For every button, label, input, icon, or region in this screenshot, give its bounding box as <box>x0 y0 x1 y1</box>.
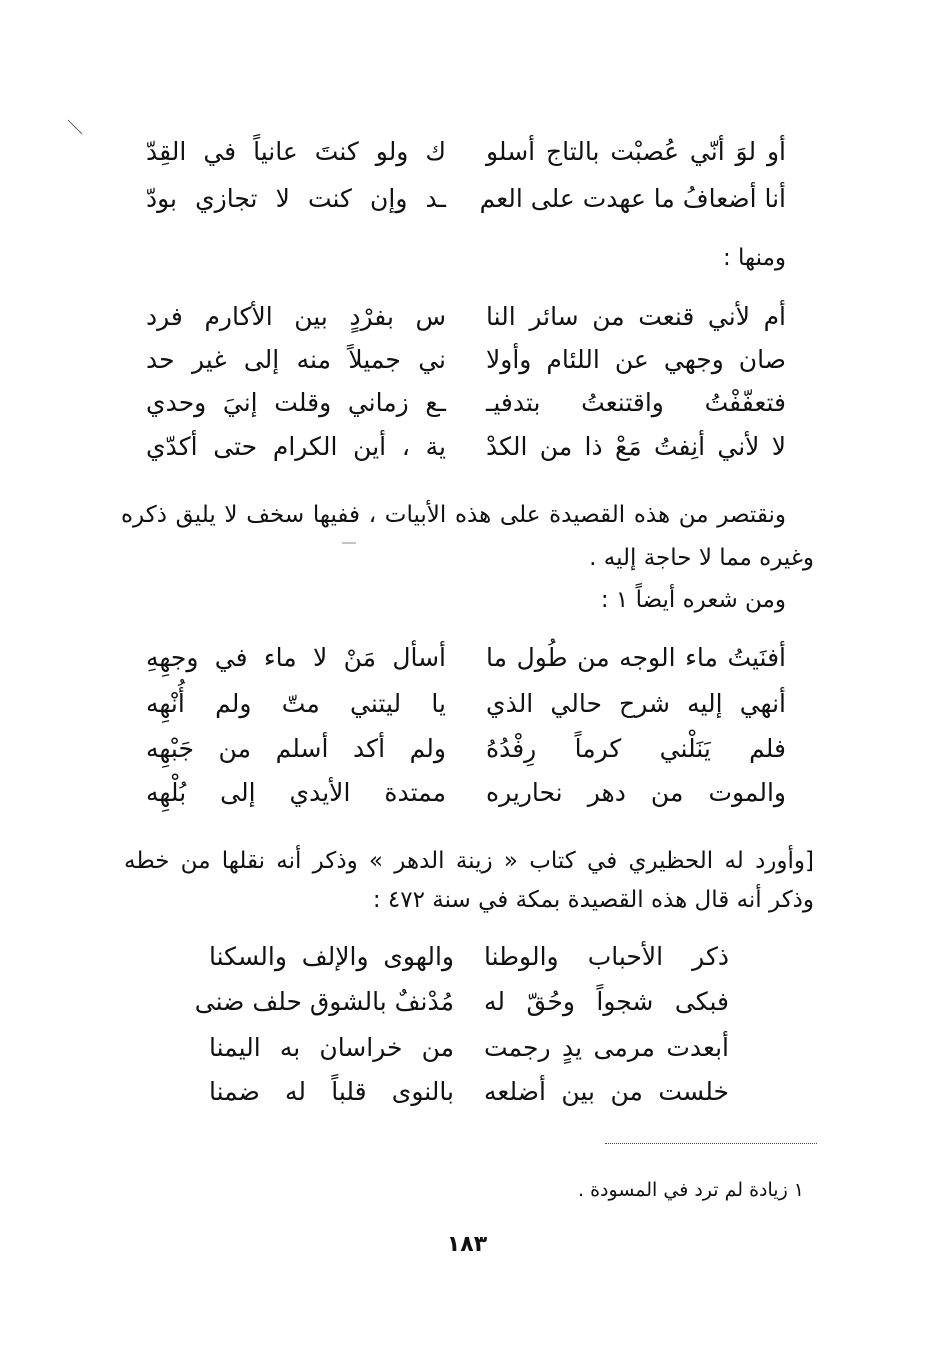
verse-first-hemistich: ذكر الأحباب والوطنا <box>484 942 729 971</box>
verse-first-hemistich: والموت من دهر نحاريره <box>486 778 786 807</box>
footnote: ١ زيادة لم ترد في المسودة . <box>578 1179 804 1201</box>
verse-second-hemistich: ـد وإن كنت لا تجازي بودّ <box>146 184 446 213</box>
verse-second-hemistich: ممتدة الأيدي إلى بُلْهِه <box>146 778 446 807</box>
verse-first-hemistich: خلست من بين أضلعه <box>484 1077 729 1106</box>
verse-first-hemistich: أبعدت مرمى يدٍ رجمت <box>484 1033 729 1062</box>
verse-line <box>146 179 786 219</box>
section-heading: ومن شعره أيضاً ١ : <box>600 587 786 613</box>
verse-second-hemistich: مُدْنفٌ بالشوق حلف ضنى <box>194 987 454 1016</box>
verse-line <box>146 132 786 172</box>
prose-line: وذكر أنه قال هذه القصيدة بمكة في سنة ٤٧٢ : <box>372 887 814 913</box>
verse-second-hemistich: ـع زماني وقلت إنيَ وحدي <box>146 388 446 417</box>
verse-first-hemistich: لا لأني أنِفتُ مَعْ ذا من الكدْ <box>486 432 786 461</box>
verse-second-hemistich: ية ، أين الكرام حتى أكدّي <box>146 432 446 461</box>
verse-line <box>146 427 786 467</box>
verse-line <box>146 297 786 337</box>
verse-line <box>209 1028 729 1068</box>
verse-line <box>209 937 729 977</box>
verse-second-hemistich: بالنوى قلباً له ضمنا <box>209 1077 454 1106</box>
verse-line <box>146 773 786 813</box>
verse-first-hemistich: أنا أضعافُ ما عهدت على العم <box>479 184 786 213</box>
verse-first-hemistich: صان وجهي عن اللئام وأولا <box>486 345 786 374</box>
verse-second-hemistich: ولم أكد أسلم من جَبْهِه <box>146 734 446 763</box>
page-number: ١٨٣ <box>446 1232 488 1257</box>
verse-second-hemistich: ك ولو كنتَ عانياً في القِدّ <box>146 137 446 166</box>
verse-second-hemistich: أسأل مَنْ لا ماء في وجهِهِ <box>146 643 446 672</box>
verse-line <box>146 729 786 769</box>
prose-line: [وأورد له الحظيري في كتاب « زينة الدهر » وذكر أنه نقلها من خطه <box>124 848 814 874</box>
verse-first-hemistich: أفنَيتُ ماء الوجه من طُول ما <box>486 643 786 672</box>
verse-line <box>209 1072 729 1112</box>
verse-second-hemistich: من خراسان به اليمنا <box>209 1033 454 1062</box>
scan-mark <box>66 118 86 138</box>
verse-first-hemistich: فلم يَنَلْني كرماً رِفْدُهُ <box>486 734 786 763</box>
verse-line <box>146 684 786 724</box>
verse-line <box>146 638 786 678</box>
verse-first-hemistich: فتعفّفْتُ واقتنعتُ بتدفيـ <box>486 388 786 417</box>
verse-line <box>146 340 786 380</box>
verse-first-hemistich: أنهي إليه شرح حالي الذي <box>486 689 786 718</box>
verse-second-hemistich: س بفرْدٍ بين الأكارم فرد <box>146 302 446 331</box>
verse-second-hemistich: والهوى والإلف والسكنا <box>209 942 454 971</box>
prose-line: وغيره مما لا حاجة إليه . <box>589 545 814 571</box>
prose-line: ونقتصر من هذه القصيدة على هذه الأبيات ، ففيها سخف لا يليق ذكره <box>121 502 786 528</box>
verse-line <box>146 383 786 423</box>
footnote-separator <box>605 1143 817 1144</box>
verse-second-hemistich: يا ليتني متّ ولم أُنْهِه <box>146 689 446 718</box>
verse-first-hemistich: أو لوَ أنّي عُصبْت بالتاج أسلو <box>486 137 786 166</box>
verse-first-hemistich: فبكى شجواً وحُقّ له <box>484 987 729 1016</box>
verse-first-hemistich: أم لأني قنعت من سائر النا <box>486 302 786 331</box>
section-heading: ومنها : <box>722 245 786 271</box>
verse-second-hemistich: ني جميلاً منه إلى غير حد <box>146 345 446 374</box>
scan-mark <box>340 540 360 546</box>
verse-line <box>194 982 729 1022</box>
